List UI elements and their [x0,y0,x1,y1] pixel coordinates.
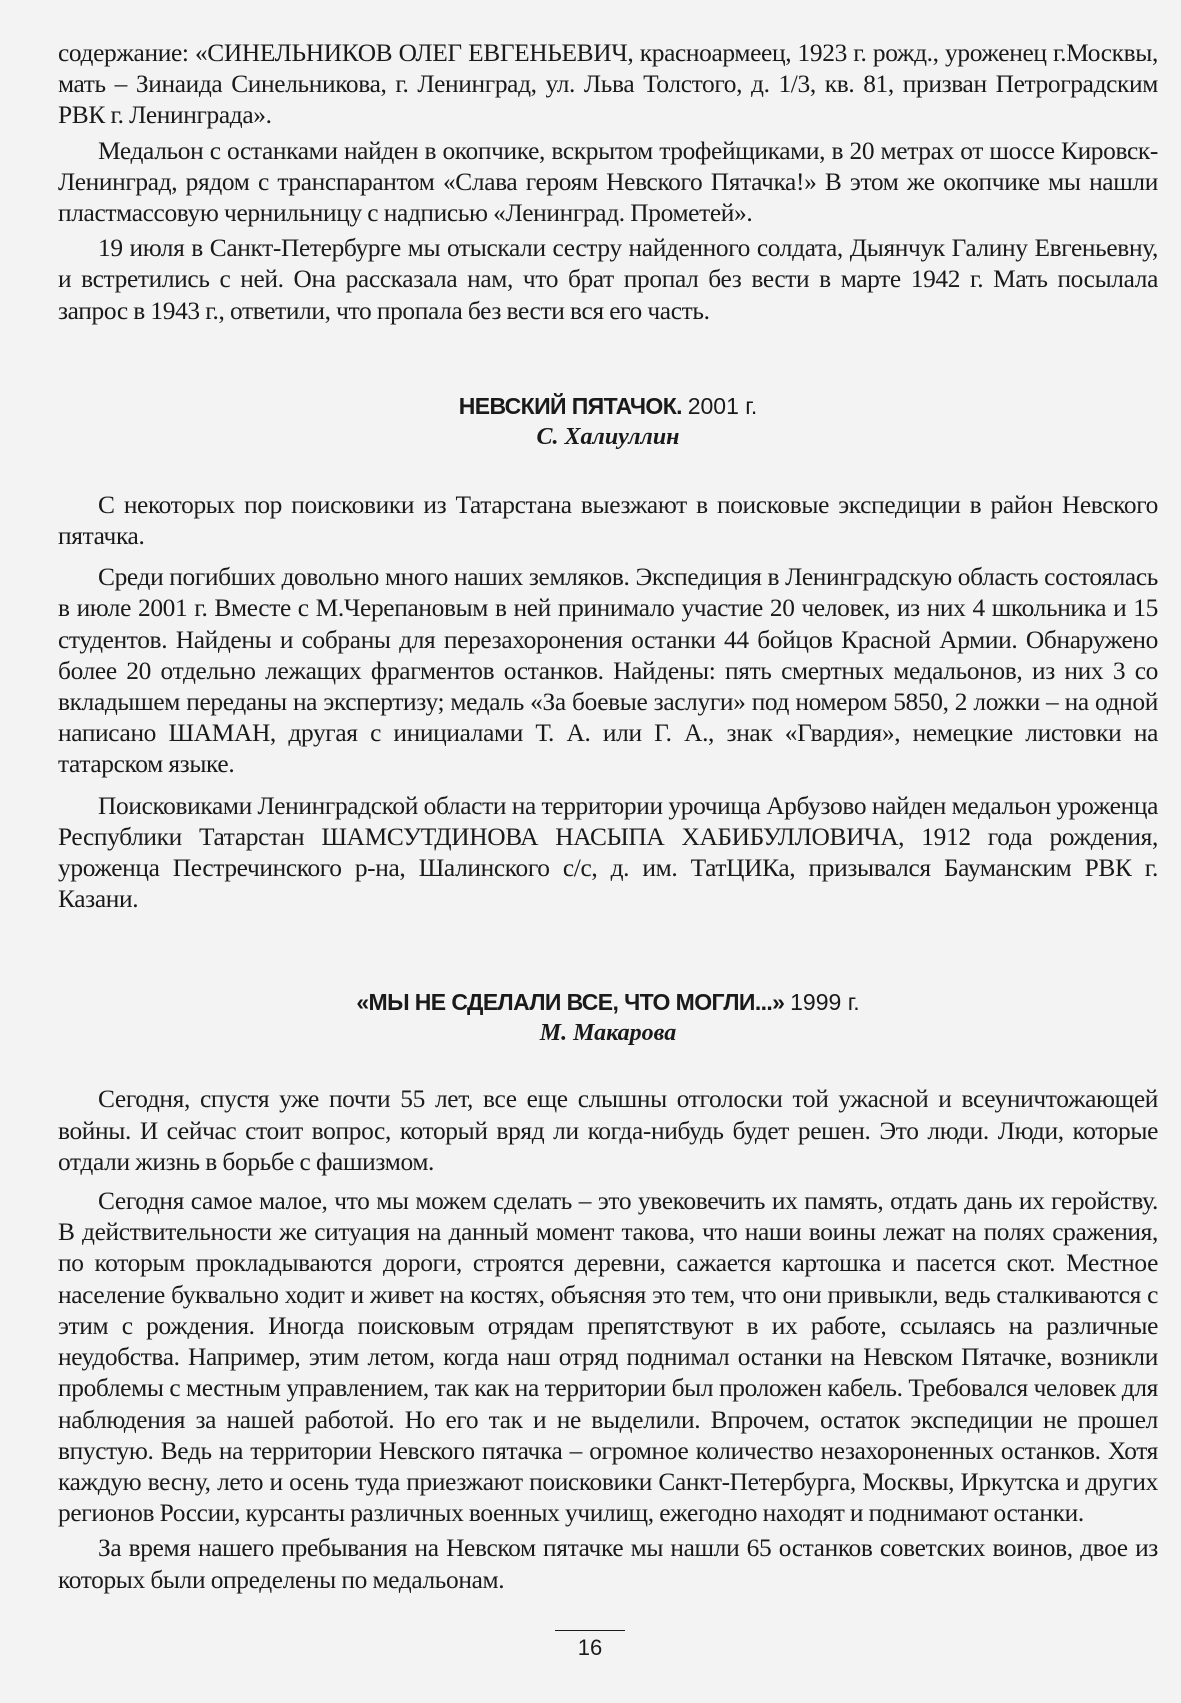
article-nevsky-pyatachok [58,391,1158,916]
article-author: С. Халиуллин [536,423,680,450]
paragraph: Поисковиками Ленинградской области на территории урочища Арбузово найден медальон уроженца Республики Татарстан ШАМСУТДИНОВА НАСЫПА ХАБИБУЛЛОВИЧА, 1912 года рождения, уроженца Пестречинского р-на, Шалинского с/с, д. им. ТатЦИКа, призывался Бауманским РВК г. Казани. [58,791,1158,914]
paragraph: Медальон с останками найден в окопчике, вскрытом трофейщиками, в 20 метрах от шоссе Кировск-Ленинград, рядом с транспарантом «Слава героям Невского Пятачка!» В этом же окопчике мы нашли пластмассовую чернильницу с надписью «Ленинград. Прометей». [58,136,1158,228]
paragraph: Среди погибших довольно много наших земляков. Экспедиция в Ленинградскую область состоялась в июле 2001 г. Вместе с М.Черепановым в ней принимало участие 20 человек, из них 4 школьника и 15 студентов. Найдены и собраны для перезахоронения останки 44 бойцов Красной Армии. Обнаружено более 20 отдельно лежащих фрагментов останков. Найдены: пять смертных медальонов, из них 3 со вкладышем переданы на экспертизу; медаль «За боевые заслуги» под номером 5850, 2 ложки – на одной написано ШАМАН, другая с инициалами Т. А. или Г. А., знак «Гвардия», немецкие листовки на татарском языке. [58,563,1158,779]
paragraph: За время нашего пребывания на Невском пятачке мы нашли 65 останков советских воинов, двое из которых были определены по медальонам. [58,1534,1158,1594]
article-heading [58,391,1158,452]
footer-rule [555,1630,625,1631]
page-number: 16 [577,1635,603,1660]
article-author: М. Макарова [539,1020,677,1047]
paragraph: С некоторых пор поисковики из Татарстана выезжают в поисковые экспедиции в район Невского пятачка. [58,490,1158,551]
article-title: «МЫ НЕ СДЕЛАЛИ ВСЕ, ЧТО МОГЛИ...» [356,989,785,1016]
paragraph: Сегодня, спустя уже почти 55 лет, все еще слышны отголоски той ужасной и всеуничтожающей войны. И сейчас стоит вопрос, который вряд ли когда-нибудь будет решен. Это люди. Люди, которые отдали жизнь в борьбе с фашизмом. [58,1085,1158,1176]
article-heading [58,987,1158,1048]
document-page [58,38,1158,1596]
paragraph: содержание: «СИНЕЛЬНИКОВ ОЛЕГ ЕВГЕНЬЕВИЧ, красноармеец, 1923 г. рожд., уроженец г.Москвы, мать – Зинаида Синельникова, г. Ленинград, ул. Льва Толстого, д. 1/3, кв. 81, призван Петроградским РВК г. Ленинграда». [58,39,1158,130]
continued-article [58,38,1158,327]
paragraph: Сегодня самое малое, что мы можем сделать – это увековечить их память, отдать дань их геройству. В действительности же ситуация на данный момент такова, что наши воины лежат на полях сражения, по которым прокладываются дороги, строятся деревни, сажается картошка и пасется скот. Местное население буквально ходит и живет на костях, объясняя это тем, что они привыкли, ведь сталкиваются с этим с рождения. Иногда поисковым отрядам препятствуют в их работе, ссылаясь на различные неудобства. Например, этим летом, когда наш отряд поднимал останки на Невском Пятачке, возникли проблемы с местным управлением, так как на территории был проложен кабель. Требовался человек для наблюдения за нашей работой. Но его так и не выделили. Впрочем, остаток экспедиции не прошел впустую. Ведь на территории Невского пятачка – огромное количество незахороненных останков. Хотя каждую весну, лето и осень туда приезжают поисковики Санкт-Петербурга, Москвы, Иркутска и других регионов России, курсанты различных военных училищ, ежегодно находят и поднимают останки. [58,1187,1158,1528]
paragraph: 19 июля в Санкт-Петербурге мы отыскали сестру найденного солдата, Дыянчук Галину Евгеньевну, и встретились с ней. Она рассказала нам, что брат пропал без вести в марте 1942 г. Мать посылала запрос в 1943 г., ответили, что пропала без вести вся его часть. [58,234,1158,325]
article-title: НЕВСКИЙ ПЯТАЧОК. [458,392,682,419]
article-year: 2001 г. [687,392,758,419]
page-footer [555,1630,625,1661]
article-year: 1999 г. [790,989,860,1016]
article-my-ne-sdelali [58,987,1158,1595]
